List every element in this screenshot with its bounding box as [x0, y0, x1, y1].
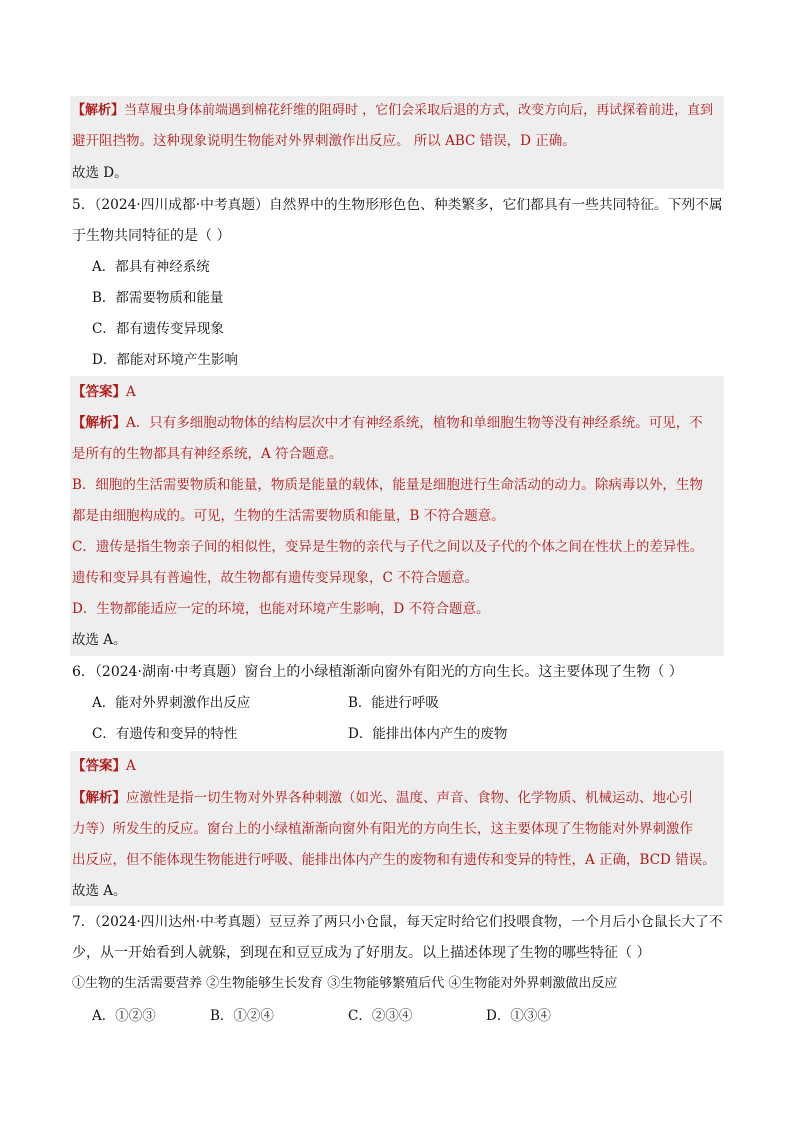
q5-answer: 【答案】A	[72, 384, 136, 400]
q6-analysis-line-1: 【解析】应激性是指一切生物对外界各种刺激（如光、温度、声音、食物、化学物质、机械运动、地心引	[72, 790, 693, 806]
q7-option-c: C．②③④	[348, 1008, 413, 1024]
q5-stem-line-2: 于生物共同特征的是（ ）	[72, 228, 231, 244]
q5-option-b: B．都需要物质和能量	[92, 290, 224, 306]
q5-analysis-line-5: C．遗传是指生物亲子间的相似性，变异是生物的亲代与子代之间以及子代的个体之间在性状上的差异性。	[72, 539, 704, 555]
q5-conclusion: 故选 A。	[72, 632, 127, 648]
q5-analysis-line-2: 是所有的生物都具有神经系统，A 符合题意。	[72, 446, 343, 462]
q6-option-a: A．能对外界刺激作出反应	[92, 695, 251, 711]
q5-analysis-line-6: 遗传和变异具有普遍性，故生物都有遗传变异现象，C 不符合题意。	[72, 570, 479, 586]
answer-tag: 【答案】	[72, 384, 126, 400]
q7-option-d: D．①③④	[486, 1008, 551, 1024]
q7-items: ①生物的生活需要营养 ②生物能够生长发育 ③生物能够繁殖后代 ④生物能对外界刺激做出反应	[72, 976, 618, 991]
q5-analysis-line-3: B．细胞的生活需要物质和能量，物质是能量的载体，能量是细胞进行生命活动的动力。除病毒以外，生物	[72, 477, 703, 493]
q6-answer: 【答案】A	[72, 758, 136, 774]
q7-stem-line-1: 7．（2024·四川达州·中考真题）豆豆养了两只小仓鼠，每天定时给它们投喂食物，一个月后小仓鼠长大了不	[72, 914, 723, 930]
q7-stem-line-2: 少，从一开始看到人就躲，到现在和豆豆成为了好朋友。以上描述体现了生物的哪些特征（ ）	[72, 945, 651, 961]
q6-option-d: D．能排出体内产生的废物	[348, 726, 508, 742]
analysis-tag: 【解析】	[72, 415, 126, 431]
q5-analysis-line-7: D．生物都能适应一定的环境，也能对环境产生影响，D 不符合题意。	[72, 601, 490, 617]
q5-stem-line-1: 5．（2024·四川成都·中考真题）自然界中的生物形形色色、种类繁多，它们都具有一些共同特征。下列不属	[72, 197, 723, 213]
q5-analysis-line-4: 都是由细胞构成的。可见，生物的生活需要物质和能量，B 不符合题意。	[72, 508, 505, 524]
q4-analysis-line-2: 避开阻挡物。这种现象说明生物能对外界刺激作出反应。 所以 ABC 错误，D 正确。	[72, 133, 576, 149]
q4-conclusion: 故选 D。	[72, 165, 128, 181]
q6-analysis-line-3: 出反应，但不能体现生物能进行呼吸、能排出体内产生的废物和有遗传和变异的特性，A 正确，BCD 错误。	[72, 852, 716, 868]
q5-option-c: C．都有遗传变异现象	[92, 321, 224, 337]
q4-analysis-line-1: 【解析】当草履虫身体前端遇到棉花纤维的阻碍时 ，它们会采取后退的方式，改变方向后，再试探着前进，直到	[72, 103, 714, 118]
q7-option-b: B．①②④	[210, 1008, 274, 1024]
answer-tag: 【答案】	[72, 758, 126, 774]
analysis-tag: 【解析】	[72, 790, 126, 806]
q5-analysis-line-1: 【解析】A．只有多细胞动物体的结构层次中才有神经系统，植物和单细胞生物等没有神经系统。可见，不	[72, 415, 703, 431]
q6-conclusion: 故选 A。	[72, 883, 127, 899]
q5-option-d: D．都能对环境产生影响	[92, 352, 238, 368]
q6-option-c: C．有遗传和变异的特性	[92, 726, 238, 742]
analysis-tag: 【解析】	[72, 103, 125, 118]
q7-option-a: A．①②③	[92, 1008, 156, 1024]
q6-stem: 6．（2024·湖南·中考真题）窗台上的小绿植渐渐向窗外有阳光的方向生长。这主要体现了生物（ ）	[72, 664, 683, 680]
q5-option-a: A．都具有神经系统	[92, 259, 210, 275]
q6-option-b: B．能进行呼吸	[348, 695, 439, 711]
q6-analysis-line-2: 力等）所发生的反应。窗台上的小绿植渐渐向窗外有阳光的方向生长，这主要体现了生物能对外界刺激作	[72, 821, 693, 837]
